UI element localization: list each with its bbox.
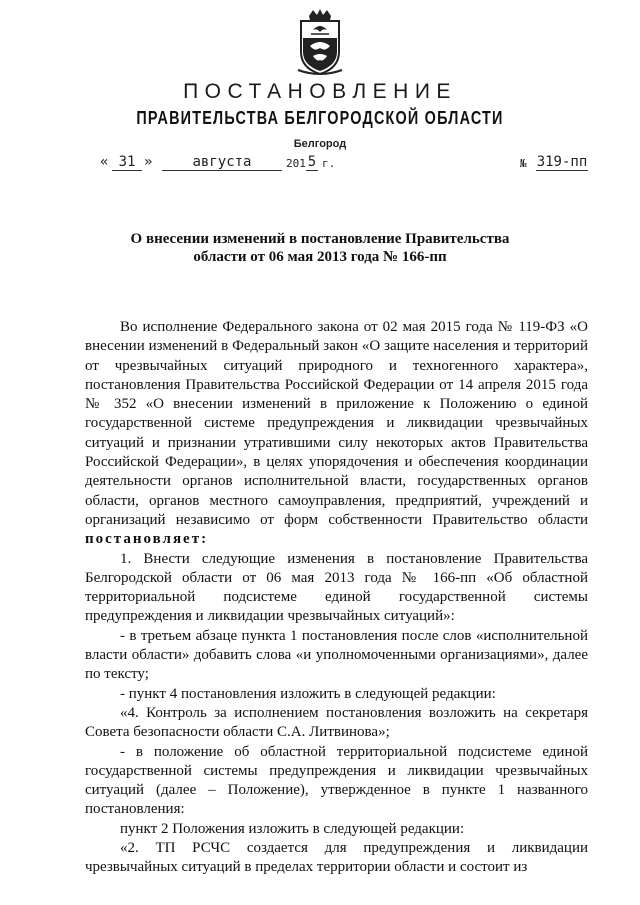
- paragraph-new-item-2: «2. ТП РСЧС создается для предупреждения и ликвидации чрезвычайных ситуаций в пределах территории области и состоит из: [85, 840, 588, 876]
- date-close-quote: »: [144, 154, 153, 170]
- paragraph-amendment-4: пункт 2 Положения изложить в следующей редакции:: [120, 820, 465, 837]
- date-year-suffix: 5: [307, 154, 317, 170]
- date-open-quote: «: [100, 154, 109, 170]
- document-type-title: ПОСТАНОВЛЕНИЕ: [183, 80, 457, 103]
- subject-line-1: О внесении изменений в постановление Правительства: [130, 231, 510, 247]
- subject-line-2: области от 06 мая 2013 года № 166-пп: [193, 249, 447, 265]
- date-day: 31: [112, 154, 142, 171]
- paragraph-item-1: 1. Внести следующие изменения в постановление Правительства Белгородской области от 06 мая 2013 года № 166-пп «Об областной территориальной подсистеме единой государственной системы предупреждения и ликвидации чрезвычайных ситуаций»:: [85, 550, 588, 625]
- date-year-mark: г.: [322, 157, 336, 170]
- decree-word: постановляет:: [85, 531, 209, 548]
- document-body: [85, 318, 588, 878]
- coat-of-arms-emblem: [295, 8, 345, 76]
- number-sign: №: [520, 157, 527, 170]
- document-number: 319-пп: [536, 154, 588, 170]
- preamble-text: Во исполнение Федерального закона от 02 мая 2015 года № 119-ФЗ «О внесении изменений в Федеральный закон «О защите населения и территорий от чрезвычайных ситуаций природного и техногенного характера», постановления Правительства Российской Федерации от 14 апреля 2015 года № 352 «О внесении изменений в приложение к Положению о единой государственной системе предупреждения и ликвидации чрезвычайных ситуаций и признании утратившими силу некоторых актов Правительства Российской Федерации», в целях упорядочения и обеспечения координации деятельности органов исполнительной власти, государственных органов области, органов местного самоуправления, предприятий, учреждений и организаций независимо от форм собственности Правительство области: [85, 319, 588, 528]
- paragraph-amendment-1: - в третьем абзаце пункта 1 постановления после слов «исполнительной власти области» добавить слова «и уполномоченными организациями», далее по тексту;: [85, 627, 588, 683]
- paragraph-amendment-3: - в положение об областной территориальной подсистеме единой государственной системы предупреждения и ликвидации чрезвычайных ситуаций (далее – Положение), утвержденное в пункте 1 названного постановления:: [85, 743, 588, 818]
- paragraph-amendment-2: - пункт 4 постановления изложить в следующей редакции:: [120, 685, 496, 702]
- paragraph-new-item-4: «4. Контроль за исполнением постановления возложить на секретаря Совета безопасности области С.А. Литвинова»;: [85, 704, 588, 741]
- issuing-authority: ПРАВИТЕЛЬСТВА БЕЛГОРОДСКОЙ ОБЛАСТИ: [136, 108, 504, 128]
- date-number-row: [100, 154, 590, 176]
- paragraph-preamble: [85, 318, 588, 550]
- date-month: августа: [162, 154, 282, 171]
- document-subject: [0, 230, 640, 266]
- city-name: Белгород: [293, 138, 347, 150]
- date-year-prefix: 201: [286, 157, 306, 170]
